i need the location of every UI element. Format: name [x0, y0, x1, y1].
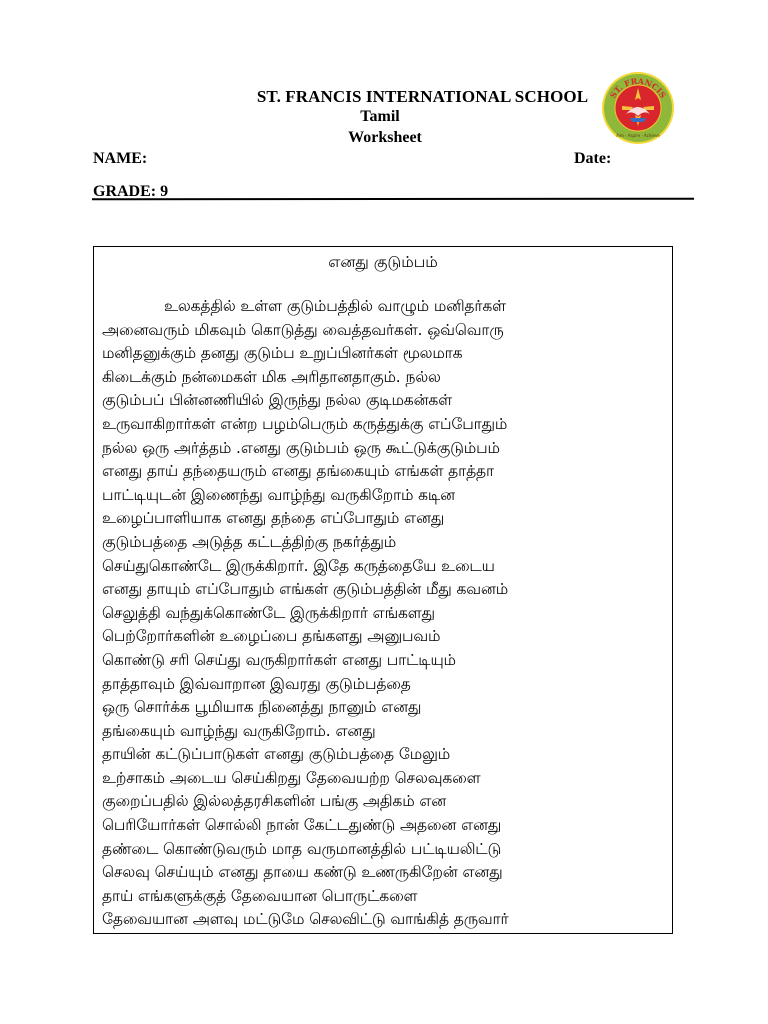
passage-body [102, 295, 670, 932]
passage-line: குடும்பத்தை அடுத்த கட்டத்திற்கு நகர்த்தும் [102, 532, 397, 551]
passage-line: பெற்றோர்களின் உழைப்பை தங்களது அனுபவம் [102, 627, 441, 646]
passage-line: எனது தாய் தந்தையரும் எனது தங்கையும் எங்கள் தாத்தா [102, 462, 494, 481]
school-name: ST. FRANCIS INTERNATIONAL SCHOOL [256, 87, 589, 106]
passage-line: உழைப்பாளியாக எனது தந்தை எப்போதும் எனது [102, 509, 445, 528]
passage-line: ஒரு சொர்க்க பூமியாக நினைத்து நானும் எனது [102, 698, 422, 717]
passage-line: செலவு செய்யும் எனது தாயை கண்டு உணருகிறேன் எனது [102, 863, 503, 882]
grade-label: GRADE: 9 [93, 183, 169, 200]
passage-line: உற்சாகம் அடைய செய்கிறது தேவையற்ற செலவுகளை [102, 768, 481, 787]
passage-title: எனது குடும்பம் [328, 253, 438, 271]
passage-line: செலுத்தி வந்துக்கொண்டே இருக்கிறார் எங்களது [102, 603, 435, 622]
passage-line: தாயின் கட்டுப்பாடுகள் எனது குடும்பத்தை மேலும் [102, 745, 451, 764]
passage-line: பெரியோர்கள் சொல்லி நான் கேட்டதுண்டு அதனை எனது [102, 816, 502, 835]
name-label: NAME: [93, 150, 148, 167]
passage-line: குடும்பப் பின்னணியில் இருந்து நல்ல குடிமகன்கள் [102, 391, 452, 410]
passage-line: மனிதனுக்கும் தனது குடும்ப உறுப்பினர்கள் மூலமாக [102, 344, 463, 363]
passage-line: அனைவரும் மிகவும் கொடுத்து வைத்தவர்கள். ஒவ்வொரு [102, 320, 504, 339]
passage-line: எனது தாயும் எப்போதும் எங்கள் குடும்பத்தின் மீது கவனம் [102, 580, 509, 599]
passage-line: செய்துகொண்டே இருக்கிறார். இதே கருத்தையே உடைய [102, 556, 495, 575]
school-logo-icon [600, 70, 676, 146]
passage-line: உலகத்தில் உள்ள குடும்பத்தில் வாழும் மனிதர்கள் [164, 297, 506, 315]
passage-line: தாத்தாவும் இவ்வாறான இவரது குடும்பத்தை [102, 674, 411, 693]
subject-title: Tamil [360, 108, 400, 125]
passage-line: உருவாகிறார்கள் என்ற பழம்பெரும் கருத்துக்கு எப்போதும் [102, 414, 508, 433]
date-label: Date: [574, 150, 612, 167]
passage-line: நல்ல ஒரு அர்த்தம் .எனது குடும்பம் ஒரு கூட்டுக்குடும்பம் [102, 438, 500, 457]
passage-line: கிடைக்கும் நன்மைகள் மிக அரிதானதாகும். நல்ல [102, 367, 441, 386]
passage-box [93, 246, 673, 934]
passage-line: கொண்டு சரி செய்து வருகிறார்கள் எனது பாட்டியும் [102, 650, 456, 669]
svg-text:ST. FRANCIS: ST. FRANCIS [607, 75, 669, 100]
passage-line: பாட்டியுடன் இணைந்து வாழ்ந்து வருகிறோம் கடின [102, 485, 455, 504]
svg-text:Aim · Aspire · Achieve: Aim · Aspire · Achieve [616, 133, 660, 138]
document-type: Worksheet [348, 129, 422, 146]
passage-line: தாய் எங்களுக்குத் தேவையான பொருட்களை [102, 886, 418, 905]
passage-line: குறைப்பதில் இல்லத்தரசிகளின் பங்கு அதிகம் என [102, 792, 447, 811]
passage-line: தேவையான அளவு மட்டுமே செலவிட்டு வாங்கித் தருவார் [102, 910, 509, 929]
grade-underline [92, 198, 694, 201]
passage-line: தண்டை கொண்டுவரும் மாத வருமானத்தில் பட்டியலிட்டு [102, 839, 502, 858]
passage-line: தங்கையும் வாழ்ந்து வருகிறோம். எனது [102, 721, 376, 740]
